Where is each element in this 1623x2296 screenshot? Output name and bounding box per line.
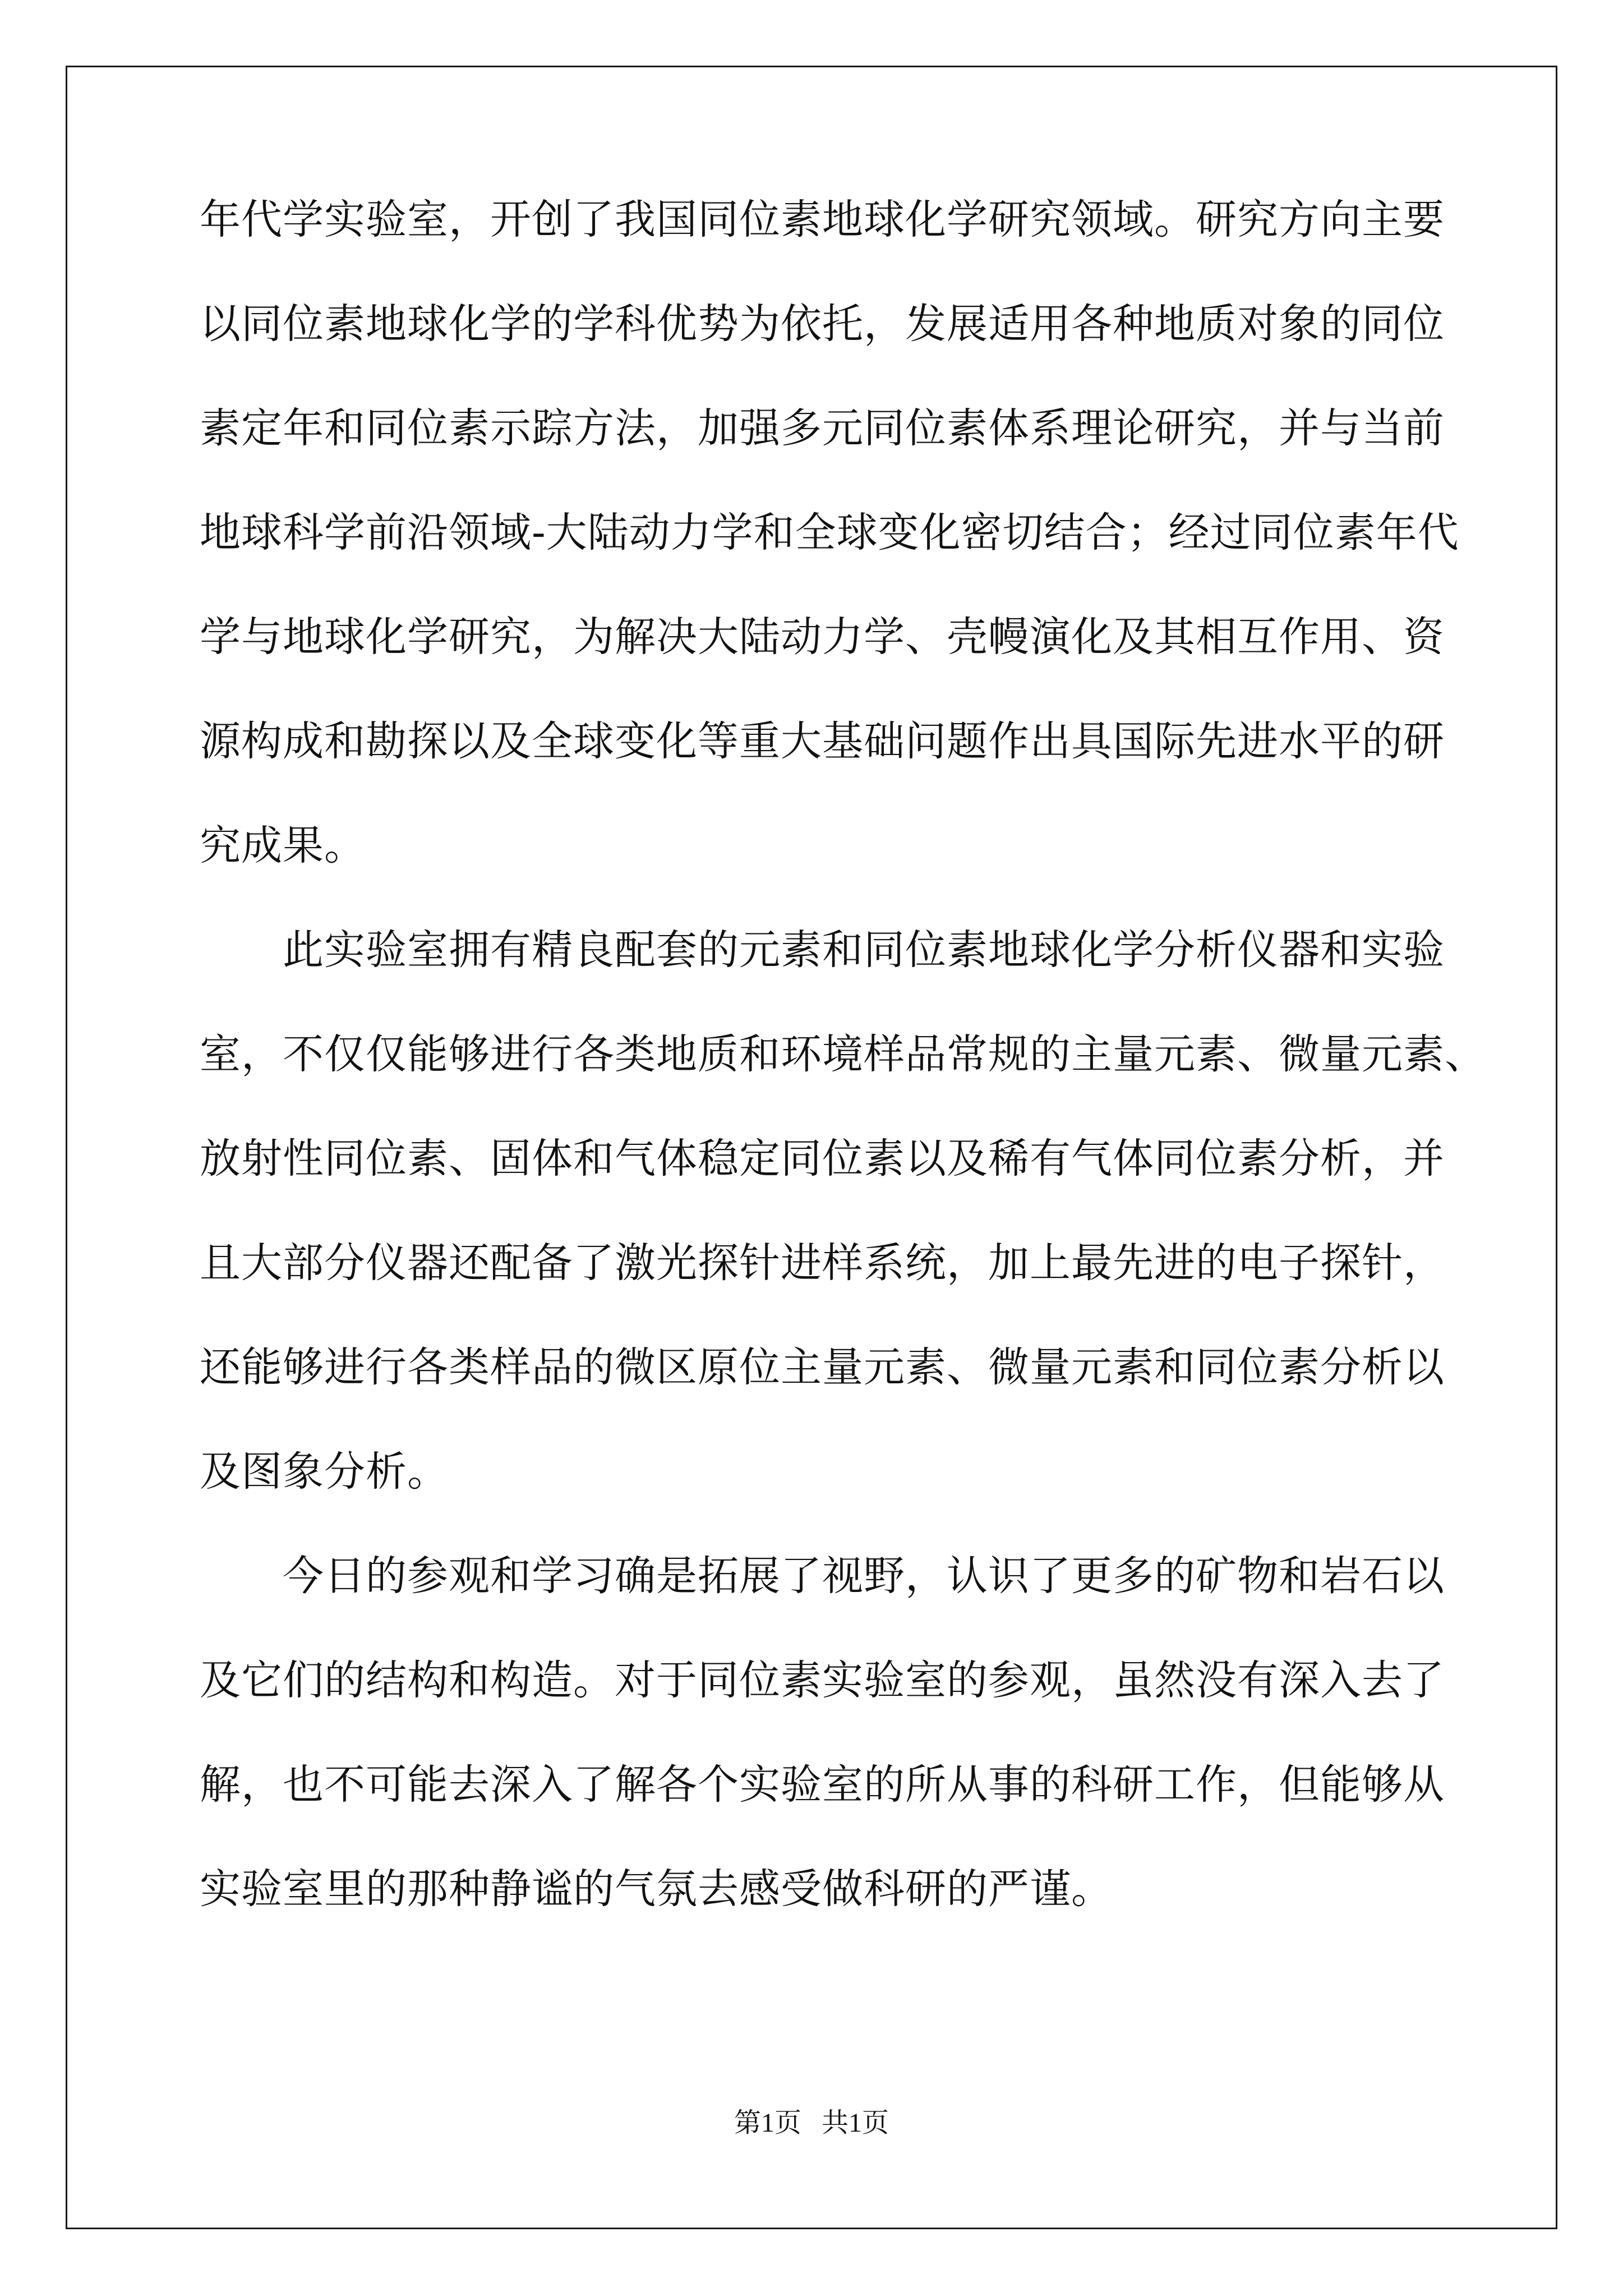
text-line: 学与地球化学研究，为解决大陆动力学、壳幔演化及其相互作用、资 bbox=[200, 613, 1445, 661]
text-line: 年代学实验室，开创了我国同位素地球化学研究领域。研究方向主要 bbox=[200, 196, 1445, 243]
text-line: 究成果。 bbox=[200, 822, 366, 869]
text-line: 源构成和勘探以及全球变化等重大基础问题作出具国际先进水平的研 bbox=[200, 717, 1445, 765]
text-line: 及图象分析。 bbox=[200, 1448, 449, 1496]
document-body bbox=[200, 196, 1486, 1973]
text-line: 地球科学前沿领域-大陆动力学和全球变化密切结合；经过同位素年代 bbox=[200, 509, 1459, 556]
text-line: 素定年和同位素示踪方法，加强多元同位素体系理论研究，并与当前 bbox=[200, 404, 1445, 452]
text-line: 以同位素地球化学的学科优势为依托，发展适用各种地质对象的同位 bbox=[200, 300, 1445, 348]
text-line: 此实验室拥有精良配套的元素和同位素地球化学分析仪器和实验 bbox=[283, 926, 1445, 974]
text-line: 及它们的结构和构造。对于同位素实验室的参观，虽然没有深入去了 bbox=[200, 1657, 1445, 1704]
text-line: 放射性同位素、固体和气体稳定同位素以及稀有气体同位素分析，并 bbox=[200, 1135, 1445, 1182]
text-line: 实验室里的那种静谧的气氛去感受做科研的严谨。 bbox=[200, 1865, 1113, 1913]
text-line: 且大部分仪器还配备了激光探针进样系统，加上最先进的电子探针， bbox=[200, 1239, 1445, 1287]
text-line: 今日的参观和学习确是拓展了视野，认识了更多的矿物和岩石以 bbox=[283, 1552, 1445, 1600]
page-number: 第1页 共1页 bbox=[734, 2108, 889, 2138]
text-line: 还能够进行各类样品的微区原位主量元素、微量元素和同位素分析以 bbox=[200, 1343, 1445, 1391]
text-line: 解，也不可能去深入了解各个实验室的所从事的科研工作，但能够从 bbox=[200, 1761, 1445, 1809]
text-line: 室，不仅仅能够进行各类地质和环境样品常规的主量元素、微量元素、 bbox=[200, 1030, 1486, 1078]
